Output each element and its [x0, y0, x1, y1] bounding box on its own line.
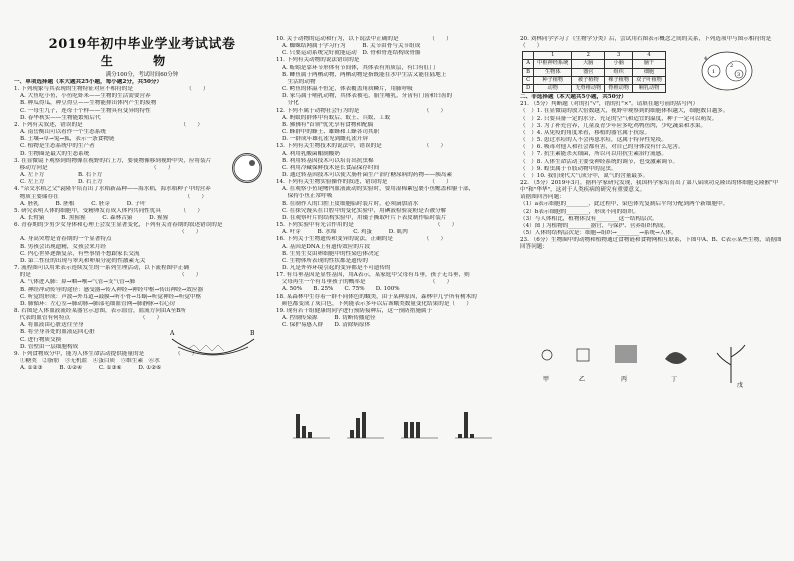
table-cell: 细胞	[633, 68, 666, 76]
answer-option: 生活的动物	[282, 78, 316, 85]
answer-option: ①糖类 ②脂肪 ③无机盐 ④蛋白质 ⑤维生素 ⑥水	[20, 358, 160, 365]
exam-subject: 生 物	[100, 54, 184, 68]
answer-option: A. ①②③ B. ①②④ C. ①③⑥ D. ①②⑥	[20, 365, 162, 372]
column-2-questions	[276, 36, 512, 329]
answer-option: A. 叶芽 B. 水绵 C. 鸡蛋 D. 肌肉	[282, 229, 408, 236]
stage-label-wu: 戊	[737, 382, 744, 389]
table-cell: 中枢神经系统	[534, 60, 572, 68]
answer-option: D. 凡是外界环境引起的变异都是不可遗传的	[282, 265, 391, 271]
table-row	[523, 84, 666, 92]
venn-label-1: 1	[712, 69, 716, 75]
answer-option: A. 左下方 B. 右下方	[20, 172, 103, 179]
question-text: 16. 下列关于生物遗传和变异的说法，正确的是 （ ）	[276, 236, 447, 243]
vessel-label-a: A	[170, 330, 175, 337]
table-cell: 组织	[605, 68, 633, 76]
answer-option: D. 管壁由一层细胞构成	[20, 343, 79, 350]
table-header-cell: 1	[534, 52, 572, 60]
question-text: 2. 下列有关叙述，错误的是 （ ）	[14, 121, 203, 128]
question-text: 7. 流程图可以用来表示连续发生的一系列生理活动，以下流程图中正确	[14, 265, 189, 272]
answer-option: C. 只要运动系统完好就能运动 D. 骨和骨连结构成骨骼	[282, 50, 421, 57]
vessel-label-b: B	[250, 330, 255, 337]
answer-option: A. 南岳衡山可以看作一个生态系统	[20, 129, 106, 136]
question-text: 父母再生一个有耳垂孩子的概率是 （ ）	[276, 279, 453, 286]
answer-option: C. 左上方 D. 右上方	[20, 179, 103, 186]
question-text: （ ）8. 人体生命活动主要受神经系统的调节，也受激素调节。	[520, 158, 679, 165]
answer-option: C. 利用冷藏保鲜技术延长食品保存时间	[282, 164, 380, 171]
question-text: 颜色都变成了灰白色，下列能表示多年以后该蛾类数量变化结果的是（ ）	[276, 300, 472, 307]
plant-structure-figure	[535, 335, 775, 390]
question-20	[520, 36, 782, 50]
answer-option: B. 种瓜得瓜，种豆得豆——生物能排出体内产生的废物	[20, 100, 157, 107]
table-cell: 被子植物	[572, 76, 605, 84]
question-text: 20. 刘林同学学习了《生物学分类》后，尝试用右图表示概念之间的关系，下列选项中与图示相符的是 （ ）	[520, 36, 782, 50]
question-text: 3. 在显微镜下观察到的物像在视野的右上方，要使物像移到视野中央，应将装片	[14, 157, 212, 164]
answer-option: C. 生物体所表现的性状都是遗传的	[282, 257, 368, 264]
table-cell: B	[523, 68, 534, 76]
table-cell: C	[523, 76, 534, 84]
answer-option: A. 50% B. 25% C. 75% D. 100%	[282, 286, 400, 293]
answer-option: B. 利用转基因技术可以培育出抗虫棉	[282, 157, 374, 164]
stage-label-ding: 丁	[671, 376, 678, 383]
answer-option: B. 将全身各处的血液运回心脏	[20, 329, 95, 336]
table-cell: A	[523, 60, 534, 68]
answer-option: C. 在探究馒头在口腔中的变化实验中，用碘液检验淀粉是否被分解	[282, 207, 447, 214]
question-text: 22. （5分）2019年3月，据科学家研究发现，我国科学家培育出了第八届成功克隆出的体细胞克隆猴"中中"和"华华"，这对于人类疾病的研究有重要意义。	[520, 179, 779, 194]
table-cell: 无脊椎动物	[572, 84, 605, 92]
venn-label-4: 4	[704, 56, 708, 62]
question-text: （1）a表示细胞的________，此过程中，染色体先复制后平均分配到两个新细胞中。	[520, 201, 729, 208]
table-cell: 生物体	[534, 68, 572, 76]
answer-option: A. 蚯蚓是靠环节形体有节间体，其体表有角质层，有口有肛门	[282, 64, 436, 71]
question-text: 15. 下列实验中有光合作用的是 （ ）	[276, 222, 458, 229]
question-text: 8. 右图是人体血液流经某器官示意图，表示血管，血流方向由A至B所	[14, 308, 186, 314]
answer-option: D. 家鸟属于哺乳动物，其体表被毛，胎生哺乳，牙齿有门齿和臼齿的	[282, 93, 453, 100]
question-text: 请据图回答问题：	[520, 194, 565, 201]
answer-option: C. 保护易感人群 D. 清除病原体	[282, 322, 371, 329]
answer-option: A. 利用乳酸菌酿制酸奶	[282, 150, 340, 157]
table-header-cell: 2	[572, 52, 605, 60]
question-text: （ ）4. 从免疫的角度来看，移植的器官属于抗原。	[520, 129, 651, 136]
table-cell: D	[523, 84, 534, 92]
answer-option: B. 狒狒有"首领"优先享有食物和配偶	[282, 121, 374, 128]
venn-label-2: 2	[730, 63, 734, 69]
answer-option: B. 鲫鱼属于两栖动物，两栖动物是指既能在水中生活又能在陆地上	[282, 71, 447, 78]
question-text: （4）图丁为植物的________器官，与保护、营养组织构成。	[520, 222, 669, 229]
answer-option: C. 鳄鱼的体温不恒定，体表覆盖角质鳞片，用肺呼吸	[282, 86, 413, 93]
stage-label-yi: 乙	[579, 376, 586, 383]
question-text: 13. 下列有关生物技术的说法中，错误的是 （ ）	[276, 143, 447, 150]
question-text: 的是 （ ）	[14, 272, 202, 279]
question-text: 10. 关于动物的运动和行为，以下说法中正确的是 （ ）	[276, 36, 452, 42]
question-text: 4. "杂交水稻之父"袁隆平培育出了水稻新品种——海水稻，海水稻种子中的营养	[14, 186, 211, 193]
question-text: 9. 下列食物成分中，能为人体生命活动提供能量的是 （ ）	[14, 350, 198, 357]
answer-option: D. 第二性征的出现与睾丸和卵巢分泌的性激素无关	[20, 257, 146, 264]
question-text: 代表的血管有何特点 （ ）	[14, 315, 163, 322]
answer-option: A. 蚂蚁的群体中有蚁后、蚁王、兵蚁、工蚁	[282, 114, 391, 121]
blood-vessel-figure	[168, 325, 258, 361]
question-text: （ ）7. 抗生素能杀灭细菌，所以可以用抗生素治疗流感。	[520, 151, 667, 158]
answer-option: C. 内心世界逐渐复杂，有些事情不想跟家长交流	[20, 250, 140, 257]
answer-option: C. 进行物质交换	[20, 336, 62, 343]
question-text: 物质主要储存在 （ ）	[14, 193, 207, 200]
answer-option: A. 大鱼吃小鱼，小鱼吃虾米——生物的生活需要营养	[20, 93, 151, 100]
question-text: 19. 现有若干组健康的同学进行预防接种后，这一预防措施属于	[276, 307, 433, 314]
answer-option: D. 一群成年雄孔雀见到雌孔雀开屏	[282, 136, 369, 143]
question-text: （ ）9. 蝗虫属于节肢动物中的昆虫。	[520, 165, 617, 172]
question-text: 18. 某森林中生存着一群不同体色的蛾类，由于某种原因，森林中几乎所有树木的	[276, 293, 477, 300]
answer-option: A. 在观察小鱼尾鳍内血液流动的实验时，要用湿棉絮包裹小鱼鳃盖和躯干部，	[282, 186, 475, 193]
table-header-cell: 3	[605, 52, 633, 60]
question-text: 12. 下列不属于动物社会行为的是 （ ）	[276, 107, 447, 114]
question-text: 23. （6分）生物圈中的动物和植物通过食物链和食物网相互联系，下图中A、B、C表示某些生物，请据图回答问题：	[520, 237, 782, 251]
question-text: 移动方向是 （ ）	[14, 164, 174, 171]
answer-option: A. 控制传染源 B. 切断传播途径	[282, 315, 376, 322]
question-text: （ ）3. 为了补充营养，儿童及青少年应多吃鸡鸭鱼肉，少吃蔬菜和水果。	[520, 122, 707, 129]
score-note: 满分100分，考试时间60分钟	[105, 72, 179, 78]
column-3-questions	[520, 94, 782, 251]
answer-option: D. 肺循环：左心室→肺动脉→肺部毛细血管网→肺静脉→右心房	[20, 300, 176, 307]
question-text: （3）与人体相比，植物体没有________这一结构层次。	[520, 215, 658, 222]
answer-option: D. 在观察叶片的结构实验中，用镊子撕取叶片下表皮制作临时装片	[282, 214, 447, 221]
table-cell: 大脑	[572, 60, 605, 68]
question-text: 1. 下列现象与其表现的生物特征对应不相符的是 （ ）	[14, 86, 209, 93]
answer-option: D. 通过转基因技术可以使大肠杆菌生产治疗糖尿病的药物——胰岛素	[282, 171, 453, 178]
table-cell: 小脑	[605, 60, 633, 68]
question-text: （ ）2. 只要具备一定的水分、充足的空气和适宜的温度，种子一定可以萌发。	[520, 115, 718, 122]
answer-option: A. 气体进入肺：鼻→咽→喉→气管→支气管→肺	[20, 279, 135, 286]
answer-option: C. 植物是生态系统中的生产者	[20, 143, 95, 150]
question-text: （2）b表示细胞的________，形成不同的组织。	[520, 208, 640, 215]
question-text: 6. 青春期的少男少女身体和心理上会发生显著变化，下列有关青春期的叙述错误的是	[14, 222, 223, 229]
answer-option: A. 身高突增是青春期的一个显著特点	[20, 236, 112, 243]
answer-option: C. 蜂群中的蜂王、雄蜂和工蜂各司其职	[282, 129, 380, 136]
answer-option: D. 春华秋实——生物能繁殖后代	[20, 114, 101, 121]
section-heading: 二、非选择题（本大题共5小题，共50分）	[520, 94, 627, 101]
microscope-field-figure	[232, 153, 262, 183]
question-text: 11. 下列有关动物的说法错误的是	[276, 57, 360, 64]
answer-option: A. 胚乳 B. 胚根 C. 胚芽 D. 子叶	[20, 200, 146, 207]
answer-option: B. 在制作人的口腔上皮细胞临时装片时，必须滴加清水	[282, 200, 419, 207]
venn-label-3: 3	[737, 72, 741, 78]
answer-option: C. 一母生九子，连母十个样——生物具有变异的特性	[20, 107, 151, 114]
table-cell: 动物	[534, 84, 572, 92]
question-text: 17. 有耳垂基因是显性基因，用A表示，某家庭中父母有耳垂，孩子无耳垂，则	[276, 272, 470, 279]
table-cell: 脑干	[633, 60, 666, 68]
answer-option: 保持小鱼正常呼吸	[282, 193, 333, 200]
question-20-table	[522, 51, 666, 93]
answer-option: B. 男孩会出现遗精，女孩会来月经	[20, 243, 106, 250]
table-cell: 器官	[572, 68, 605, 76]
question-text: 5. 研究表明人体的细胞中，受精卵发育成人体内共同性优具 （ ）	[14, 207, 203, 214]
table-cell: 双子叶植物	[633, 76, 666, 84]
answer-option: A. 基因是DNA上有遗传效应的片段	[282, 243, 371, 250]
stage-label-jia: 甲	[543, 376, 550, 383]
answer-option: A. 蜘蛛结网属于学习行为 B. 关节由骨与关节组成	[282, 43, 421, 50]
question-text: 14. 下列有关生物实验操作的叙述，错误的是 （ ）	[276, 179, 452, 186]
table-cell: 种子植物	[534, 76, 572, 84]
answer-option: C. 听觉的形成：声波→外耳道→鼓膜→听小骨→耳蜗→听觉神经→听觉中枢	[20, 293, 202, 300]
question-text: 21. （5分）判断题（对的打"√"，错的打"×"。请填在题号前的括号内）	[520, 101, 699, 108]
table-cell: 哺乳动物	[633, 84, 666, 92]
question-text: （ ）10. 我们现代大气成分中，氮气的含量最多。	[520, 172, 649, 179]
question-text: （5）人体的结构层次是：细胞→组织→________→系统→人体。	[520, 230, 677, 237]
answer-option: B. 土壤→草→兔→狐，表示一条食物链	[20, 136, 115, 143]
section-heading: 一、单项选择题（本大题共25小题，每小题2分，共50分）	[14, 79, 163, 85]
table-header-cell	[523, 52, 534, 60]
moth-bar-charts-figure	[290, 404, 510, 444]
question-text: （ ）1. 在显微镜的放大倍数越大，视野中观察到的细胞体积越大，细胞数目越多。	[520, 108, 729, 115]
answer-option: A. 长臂猿 B. 黑猩猩 C. 森林古猿 D. 猩猩	[20, 214, 169, 221]
table-cell: 裸子植物	[605, 76, 633, 84]
exam-title: 2019年初中毕业学业考试试卷	[48, 37, 236, 52]
answer-option: B. 生男生女由卵细胞中的性染色体决定	[282, 250, 380, 257]
table-row	[523, 68, 666, 76]
answer-option: 分化	[282, 100, 299, 107]
answer-option: A. 将血液由心脏送往全身	[20, 322, 84, 329]
table-row	[523, 76, 666, 84]
table-row	[523, 60, 666, 68]
table-cell: 脊椎动物	[605, 84, 633, 92]
answer-option: B. 神经冲动传导的途径：感受器→传入神经→神经中枢→传出神经→效应器	[20, 286, 204, 293]
question-text: （ ）5. 患过水痘的人不会再患水痘，这属于特异性免疫。	[520, 137, 667, 144]
answer-option: D. 生物圈是最大的生态系统	[20, 150, 90, 157]
stage-label-bing: 丙	[621, 376, 628, 383]
table-header-cell: 4	[633, 52, 666, 60]
question-text: （ ）	[14, 229, 202, 236]
venn-diagram-figure	[700, 50, 754, 92]
question-text: （ ）6. 吸毒对他人和社会都有害，对自己的身体没有什么危害。	[520, 144, 684, 151]
